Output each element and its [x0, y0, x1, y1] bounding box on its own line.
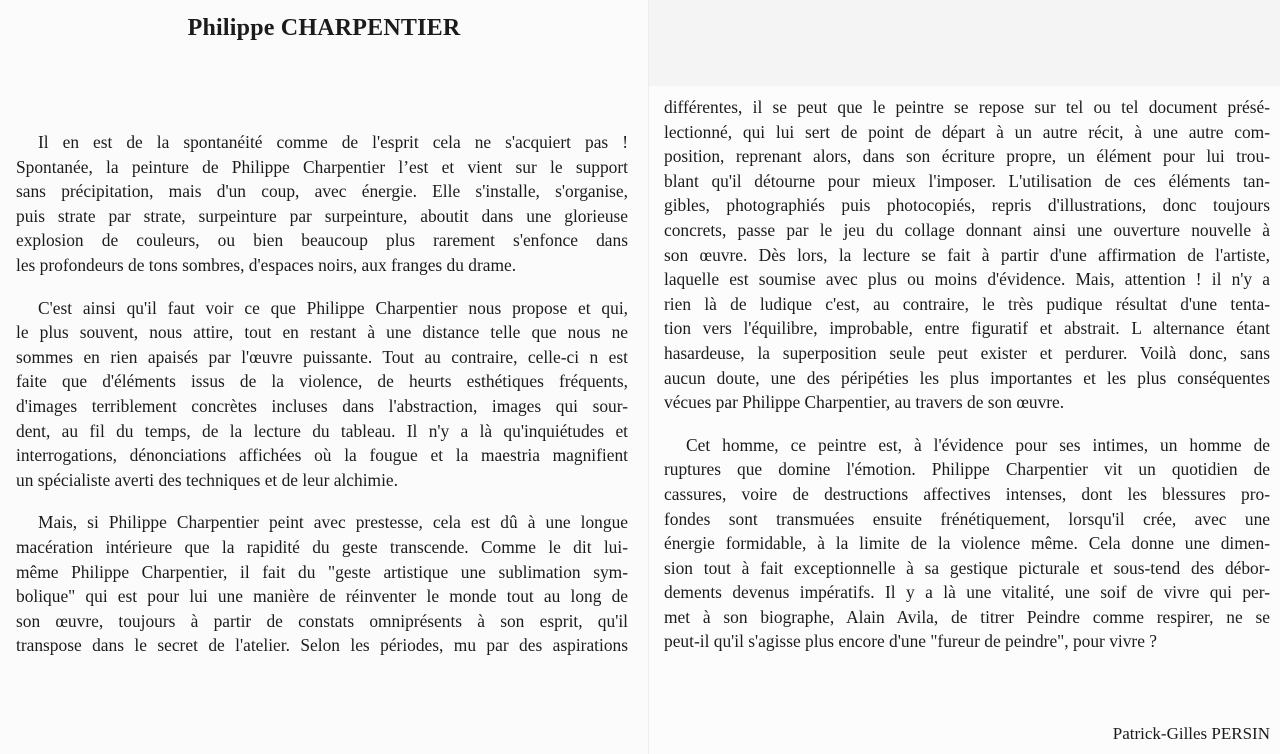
- right-column-text: [664, 95, 1270, 654]
- text-line: même Philippe Charpentier, il fait du "geste artistique une sublimation sym-: [16, 561, 628, 582]
- paragraph-gap: [16, 492, 628, 510]
- text-line: différentes, il se peut que le peintre se repose sur tel ou tel document présé-: [664, 97, 1270, 117]
- text-line: un spécialiste averti des techniques et de leur alchimie.: [16, 469, 398, 490]
- text-line: le plus souvent, nous attire, tout en restant à une distance telle que nous ne: [16, 322, 628, 343]
- text-line: son œuvre, toujours à partir de constats omniprésents à son esprit, qu'il: [16, 610, 628, 631]
- text-line: peut-il qu'il s'agisse plus encore d'une "fureur de peindre", pour vivre ?: [664, 631, 1157, 652]
- text-line: Spontanée, la peinture de Philippe Charpentier l’est et vient sur le support: [16, 156, 628, 177]
- text-line: blant qu'il détourne pour mieux l'imposer. L'utilisation de ces éléments tan-: [664, 170, 1270, 191]
- text-line: vécues par Philippe Charpentier, au travers de son œuvre.: [664, 392, 1065, 413]
- text-line: cassures, voire de destructions affectives intenses, dont les blessures pro-: [664, 483, 1270, 504]
- text-line: hasardeuse, la superposition seule peut exister et perdurer. Voilà donc, sans: [664, 342, 1270, 363]
- text-line: explosion de couleurs, ou bien beaucoup plus rarement s'enfonce dans: [16, 230, 628, 251]
- text-line: faite que d'éléments issus de la violence, de heurts esthétiques fréquents,: [16, 371, 628, 392]
- text-line: lectionné, qui lui sert de point de départ à un autre récit, à une autre com-: [664, 121, 1270, 142]
- text-line: aucun doute, une des péripéties les plus importantes et les plus conséquentes: [664, 367, 1270, 388]
- paragraph-gap: [16, 278, 628, 296]
- text-line: sion tout à fait exceptionnelle à sa gestique picturale et sous-tend des débor-: [664, 557, 1270, 578]
- text-line: macération intérieure que la rapidité du geste transcende. Comme le dit lui-: [16, 536, 628, 557]
- text-line: fondes sont transmuées ensuite frénétiquement, lorsqu'il crée, avec une: [664, 508, 1270, 529]
- text-line: son œuvre. Dès lors, la lecture se fait à partir d'une affirmation de l'artiste,: [664, 244, 1270, 265]
- text-line: Mais, si Philippe Charpentier peint avec prestesse, cela est dû à une longue: [38, 512, 628, 533]
- text-line: met à son biographe, Alain Avila, de titrer Peindre comme respirer, ne se: [664, 606, 1270, 627]
- text-line: C'est ainsi qu'il faut voir ce que Philippe Charpentier nous propose et qui,: [38, 297, 628, 318]
- text-line: laquelle est soumise avec plus ou moins d'évidence. Mais, attention ! il n'y a: [664, 269, 1270, 290]
- text-line: d'images terriblement concrètes incluses dans l'abstraction, images qui sour-: [16, 395, 628, 416]
- text-line: puis strate par strate, surpeinture par surpeinture, aboutit dans une glorieuse: [16, 205, 628, 226]
- text-line: dements devenus impératifs. Il y a là une vitalité, une soif de vivre qui per-: [664, 582, 1270, 603]
- text-line: sommes en rien apaisés par l'œuvre puissante. Tout au contraire, celle-ci n est: [16, 346, 628, 367]
- text-line: dent, au fil du temps, de la lecture du tableau. Il n'y a là qu'inquiétudes et: [16, 420, 628, 441]
- text-line: rien là de ludique c'est, au contraire, le très pudique résultat d'une tenta-: [664, 293, 1270, 314]
- author-signature: Patrick-Gilles PERSIN: [1112, 724, 1270, 743]
- text-line: gibles, photographiés puis photocopiés, repris d'illustrations, donc toujours: [664, 195, 1270, 216]
- text-line: concrets, passe par le jeu du collage donnant ainsi une ouverture nouvelle à: [664, 219, 1270, 240]
- left-column-text: [16, 130, 628, 658]
- text-line: transpose dans le secret de l'atelier. Selon les périodes, mu par des aspirations: [16, 635, 628, 656]
- text-line: ruptures que domine l'émotion. Philippe Charpentier vit un quotidien de: [664, 459, 1270, 480]
- text-line: position, reprenant alors, dans son écriture propre, un élément pour lui trou-: [664, 146, 1270, 167]
- text-line: Cet homme, ce peintre est, à l'évidence pour ses intimes, un homme de: [686, 434, 1270, 455]
- text-line: bolique" qui est pour lui une manière de réinventer le monde tout au long de: [16, 586, 628, 607]
- page-title: Philippe CHARPENTIER: [187, 15, 461, 41]
- right-page-header-area: [649, 0, 1280, 86]
- text-line: énergie formidable, à la limite de la violence même. Cela donne une dimen-: [664, 533, 1270, 554]
- text-line: Il en est de la spontanéité comme de l'esprit cela ne s'acquiert pas !: [38, 132, 628, 152]
- text-line: les profondeurs de tons sombres, d'espaces noirs, aux franges du drame.: [16, 254, 517, 275]
- text-line: tion vers l'équilibre, improbable, entre figuratif et abstrait. L alternance étant: [664, 318, 1270, 339]
- paragraph-gap: [664, 415, 1270, 433]
- text-line: interrogations, dénonciations affichées où la fougue et la maestria magnifient: [16, 445, 628, 466]
- text-line: sans précipitation, mais d'un coup, avec énergie. Elle s'installe, s'organise,: [16, 181, 628, 202]
